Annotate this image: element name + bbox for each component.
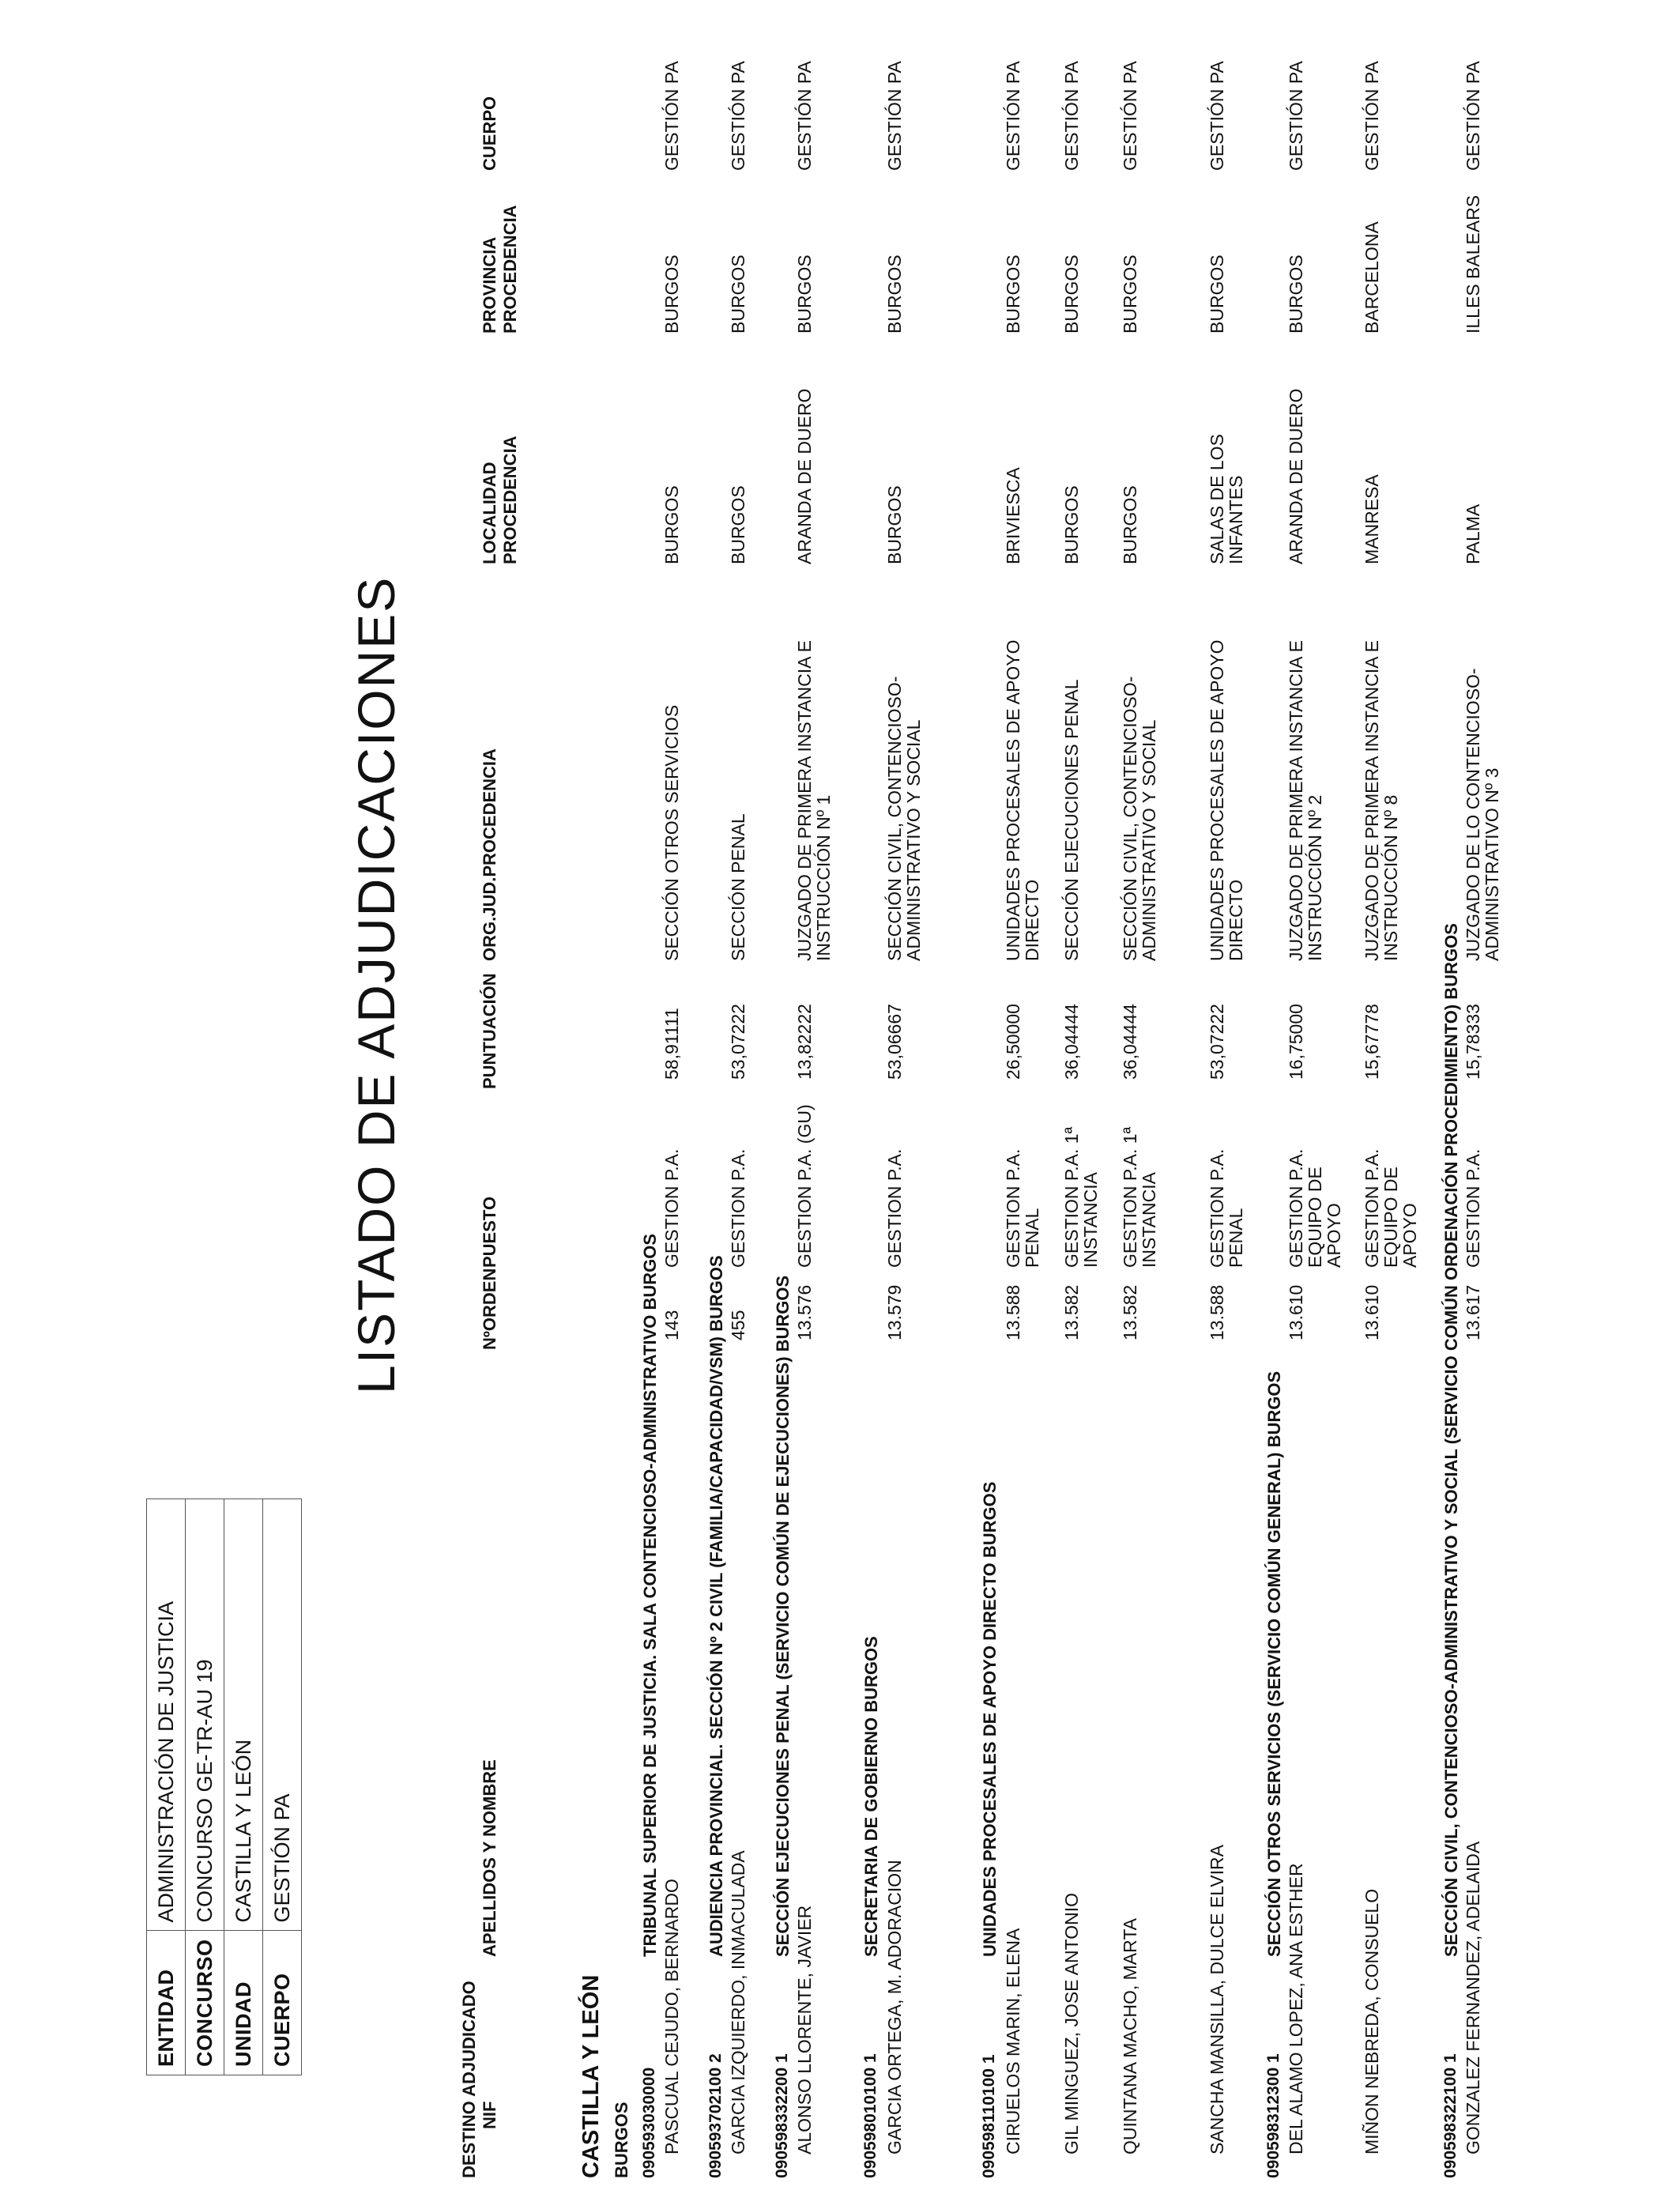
row-puntuacion: 53,06667 [884, 1004, 905, 1080]
row-provincia: BURGOS [1207, 254, 1227, 334]
info-label: CUERPO [263, 1931, 302, 2075]
table-row [1463, 0, 1543, 2194]
row-puesto: GESTION P.A. 1ª INSTANCIA [1120, 1126, 1159, 1268]
table-row [1062, 0, 1109, 2194]
table-row [885, 0, 964, 2194]
row-name: GIL MINGUEZ, JOSE ANTONIO [1061, 1893, 1082, 2154]
unit-code: 090598332200 1 [773, 2053, 791, 2178]
row-provincia: BURGOS [1003, 254, 1023, 334]
row-localidad: BRIVIESCA [1003, 467, 1023, 564]
info-value: ADMINISTRACIÓN DE JUSTICIA [147, 1499, 186, 1931]
unit-name: UNIDADES PROCESALES DE APOYO DIRECTO BURGOS [980, 1481, 1000, 1957]
row-cuerpo: GESTIÓN PA [1362, 61, 1382, 171]
col-localidad-1: LOCALIDAD [480, 462, 499, 564]
col-destino: DESTINO ADJUDICADO [459, 1981, 479, 2178]
unit-code: 090598110100 1 [980, 2054, 998, 2178]
row-name: DEL ALAMO LOPEZ, ANA ESTHER [1286, 1863, 1306, 2154]
col-provincia-2: PROCEDENCIA [500, 205, 520, 334]
col-localidad-2: PROCEDENCIA [500, 435, 520, 564]
row-org: UNIDADES PROCESALES DE APOYO DIRECTO [1003, 639, 1042, 961]
row-puesto: GESTION P.A. (GU) [794, 1104, 815, 1268]
row-puesto: GESTION P.A. [884, 1148, 905, 1268]
row-puesto: GESTION P.A. 1ª INSTANCIA [1061, 1126, 1101, 1268]
info-label: UNIDAD [224, 1931, 263, 2075]
row-name: MIÑON NEBREDA, CONSUELO [1362, 1888, 1382, 2154]
unit-code: 090593702100 2 [706, 2053, 725, 2178]
row-cuerpo: GESTIÓN PA [1003, 61, 1023, 171]
table-row [1121, 0, 1200, 2194]
row-norden: 13.582 [1120, 1284, 1140, 1340]
row-name: GONZALEZ FERNANDEZ, ADELAIDA [1463, 1841, 1483, 2154]
row-puntuacion: 36,04444 [1120, 1004, 1140, 1080]
row-puntuacion: 16,75000 [1286, 1004, 1306, 1080]
row-name: ALONSO LLORENTE, JAVIER [794, 1905, 815, 2154]
row-cuerpo: GESTIÓN PA [1207, 61, 1227, 171]
row-org: SECCIÓN CIVIL, CONTENCIOSO-ADMINISTRATIVO Y SOCIAL [1120, 676, 1159, 961]
info-value: CASTILLA Y LEÓN [224, 1499, 263, 1931]
row-localidad: BURGOS [661, 485, 682, 564]
row-puesto: GESTION P.A. EQUIPO DE APOYO [1286, 1148, 1344, 1268]
info-label: ENTIDAD [147, 1931, 186, 2075]
table-row [795, 0, 842, 2194]
row-puntuacion: 36,04444 [1061, 1004, 1082, 1080]
row-norden: 13.610 [1286, 1284, 1306, 1340]
row-localidad: ARANDA DE DUERO [1286, 388, 1306, 564]
row-provincia: BURGOS [794, 254, 815, 334]
row-puntuacion: 53,07222 [1207, 1004, 1227, 1080]
row-org: SECCIÓN PENAL [728, 813, 748, 961]
row-provincia: BURGOS [884, 254, 905, 334]
row-provincia: BURGOS [1061, 254, 1082, 334]
row-norden: 13.588 [1003, 1284, 1023, 1340]
row-norden: 13.576 [794, 1284, 815, 1340]
row-name: GARCIA ORTEGA, M. ADORACION [884, 1860, 905, 2154]
row-name: PASCUAL CEJUDO, BERNARDO [661, 1879, 682, 2154]
row-org: JUZGADO DE PRIMERA INSTANCIA E INSTRUCCIÓN Nº 1 [794, 640, 834, 961]
row-puntuacion: 58,91111 [661, 1008, 682, 1080]
row-cuerpo: GESTIÓN PA [884, 61, 905, 171]
row-cuerpo: GESTIÓN PA [728, 61, 748, 171]
unit-code: 090598010100 1 [861, 2053, 880, 2178]
page-title: LISTADO DE ADJUDICACIONES [347, 575, 405, 1394]
info-row-cuerpo [263, 1499, 302, 2075]
row-puesto: GESTION P.A. [1463, 1148, 1483, 1268]
row-norden: 13.579 [884, 1284, 905, 1340]
unit-name: TRIBUNAL SUPERIOR DE JUSTICIA. SALA CONTENCIOSO-ADMINISTRATIVO BURGOS [640, 1233, 660, 1957]
row-localidad: BURGOS [1120, 485, 1140, 564]
row-localidad: BURGOS [884, 485, 905, 564]
unit-name: SECRETARIA DE GOBIERNO BURGOS [861, 1636, 881, 1957]
col-provincia-1: PROVINCIA [480, 236, 499, 334]
row-cuerpo: GESTIÓN PA [1120, 61, 1140, 171]
col-puntuacion: PUNTUACIÓN [480, 973, 499, 1089]
province-heading: BURGOS [612, 2102, 631, 2178]
row-provincia: ILLES BALEARS [1463, 194, 1483, 334]
row-org: JUZGADO DE LO CONTENCIOSO-ADMINISTRATIVO Nº 3 [1463, 668, 1502, 961]
col-org: ORG.JUD.PROCEDENCIA [480, 748, 499, 961]
row-cuerpo: GESTIÓN PA [1061, 61, 1082, 171]
unit-name: SECCIÓN EJECUCIONES PENAL (SERVICIO COMÚN DE EJECUCIONES) BURGOS [773, 1275, 793, 1957]
region-heading: CASTILLA Y LEÓN [578, 1974, 604, 2178]
row-org: JUZGADO DE PRIMERA INSTANCIA E INSTRUCCIÓN Nº 2 [1286, 640, 1325, 961]
row-localidad: SALAS DE LOS INFANTES [1207, 434, 1246, 564]
row-localidad: MANRESA [1362, 474, 1382, 564]
row-localidad: BURGOS [1061, 485, 1082, 564]
unit-code: 090598312300 1 [1264, 2053, 1283, 2178]
row-norden: 13.582 [1061, 1284, 1082, 1340]
info-value: GESTIÓN PA [263, 1499, 302, 1931]
info-label: CONCURSO [186, 1931, 224, 2075]
row-provincia: BURGOS [661, 254, 682, 334]
row-puntuacion: 26,50000 [1003, 1004, 1023, 1080]
row-org: JUZGADO DE PRIMERA INSTANCIA E INSTRUCCIÓN Nº 8 [1362, 640, 1401, 961]
row-name: SANCHA MANSILLA, DULCE ELVIRA [1207, 1845, 1227, 2154]
row-org: SECCIÓN CIVIL, CONTENCIOSO-ADMINISTRATIVO Y SOCIAL [884, 676, 924, 961]
row-norden: 143 [661, 1310, 682, 1340]
row-puesto: GESTION P.A. PENAL [1207, 1148, 1246, 1268]
table-row [729, 0, 768, 2194]
info-row-concurso [186, 1499, 224, 2075]
row-norden: 13.588 [1207, 1284, 1227, 1340]
row-puntuacion: 13,82222 [794, 1004, 815, 1080]
row-puesto: GESTION P.A. [728, 1148, 748, 1268]
row-puntuacion: 15,78333 [1463, 1004, 1483, 1080]
row-puesto: GESTION P.A. PENAL [1003, 1148, 1042, 1268]
row-norden: 13.610 [1362, 1284, 1382, 1340]
row-localidad: ARANDA DE DUERO [794, 388, 815, 564]
row-cuerpo: GESTIÓN PA [1463, 61, 1483, 171]
row-name: GARCIA IZQUIERDO, INMACULADA [728, 1850, 748, 2154]
unit-code: 090598322100 1 [1441, 2053, 1460, 2178]
row-org: UNIDADES PROCESALES DE APOYO DIRECTO [1207, 639, 1246, 961]
row-cuerpo: GESTIÓN PA [794, 61, 815, 171]
table-row [1362, 0, 1420, 2194]
info-row-entidad [147, 1499, 186, 2075]
row-org: SECCIÓN OTROS SERVICIOS [661, 704, 682, 961]
row-puesto: GESTION P.A. EQUIPO DE APOYO [1362, 1148, 1420, 1268]
row-cuerpo: GESTIÓN PA [1286, 61, 1306, 171]
info-value: CONCURSO GE-TR-AU 19 [186, 1499, 224, 1931]
table-row [1207, 0, 1255, 2194]
col-nif: NIF [480, 2101, 499, 2129]
row-name: QUINTANA MACHO, MARTA [1120, 1917, 1140, 2154]
row-org: SECCIÓN EJECUCIONES PENAL [1061, 679, 1082, 961]
row-name: CIRUELOS MARIN, ELENA [1003, 1928, 1023, 2154]
row-puntuacion: 15,67778 [1362, 1004, 1382, 1080]
row-provincia: BURGOS [728, 254, 748, 334]
row-norden: 13.617 [1463, 1284, 1483, 1340]
row-puntuacion: 53,07222 [728, 1004, 748, 1080]
row-puesto: GESTION P.A. [661, 1148, 682, 1268]
info-row-unidad [224, 1499, 263, 2075]
col-norden: NºORDEN [480, 1268, 499, 1350]
unit-name: SECCIÓN OTROS SERVICIOS (SERVICIO COMÚN GENERAL) BURGOS [1264, 1370, 1284, 1957]
header-info-box [146, 1498, 302, 2075]
col-cuerpo: CUERPO [480, 96, 499, 171]
row-cuerpo: GESTIÓN PA [661, 61, 682, 171]
row-provincia: BURGOS [1286, 254, 1306, 334]
row-provincia: BARCELONA [1362, 221, 1382, 334]
row-provincia: BURGOS [1120, 254, 1140, 334]
unit-name: SECCIÓN CIVIL, CONTENCIOSO-ADMINISTRATIVO Y SOCIAL (SERVICIO COMÚN ORDENACIÓN PROCEDIMIENTO) BURGOS [1441, 923, 1461, 1957]
row-localidad: PALMA [1463, 503, 1483, 564]
col-puesto: PUESTO [480, 1196, 499, 1268]
table-row [662, 0, 702, 2194]
col-apellidos: APELLIDOS Y NOMBRE [480, 1759, 499, 1957]
unit-name: AUDIENCIA PROVINCIAL. SECCIÓN Nº 2 CIVIL (FAMILIA/CAPACIDAD/VSM) BURGOS [706, 1255, 726, 1957]
table-row [1286, 0, 1344, 2194]
row-localidad: BURGOS [728, 485, 748, 564]
table-row [1004, 0, 1051, 2194]
row-norden: 455 [728, 1310, 748, 1340]
unit-code: 090593030000 [640, 2067, 658, 2178]
